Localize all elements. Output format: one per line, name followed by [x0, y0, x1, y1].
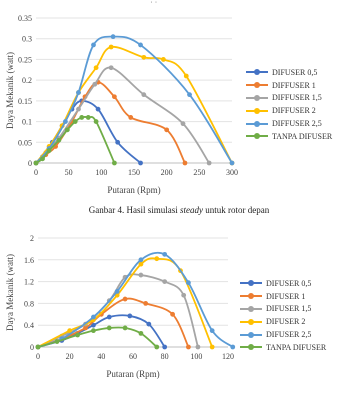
- chart-2-legend: [240, 277, 326, 354]
- chart-1-series-point-4: [141, 55, 146, 60]
- chart-2-legend-swatch-marker: [248, 332, 254, 338]
- chart-2-legend-swatch-marker: [248, 319, 254, 325]
- chart-1-legend-swatch-marker: [254, 82, 260, 88]
- chart-2-series-point-2: [186, 345, 191, 350]
- chart-2-legend-swatch: [240, 343, 262, 351]
- chart-1-ytick-label: 0.3: [22, 34, 32, 44]
- chart-2-series-point-1: [127, 314, 132, 319]
- chart-1-xtick-label: 300: [226, 168, 238, 177]
- chart-1-series-point-2: [112, 94, 117, 99]
- chart-1-series-point-6: [34, 161, 39, 166]
- chart-1-legend-label: DIFUSER 0,5: [272, 67, 318, 77]
- chart-1-series-point-3: [181, 121, 186, 126]
- chart-1-ytick-label: 0: [28, 159, 32, 168]
- chart-2-legend-label: DIFUSER 1: [266, 291, 306, 301]
- chart-2-series-point-3: [139, 273, 144, 278]
- chart-2-legend-item: [240, 341, 326, 354]
- chart-1-series-point-1: [138, 161, 143, 166]
- chart-2-ytick-label: 2: [30, 234, 34, 243]
- chart-2-series-point-5: [139, 257, 144, 262]
- chart-2-legend-swatch: [240, 318, 262, 326]
- chart-1-legend-label: DIFFUSER 1: [272, 80, 316, 90]
- chart-1-series-point-5: [230, 161, 235, 166]
- chart-2-ytick-label: 1.6: [24, 255, 34, 265]
- chart-2-series-point-6: [75, 333, 80, 338]
- chart-1-series-point-3: [92, 82, 97, 87]
- chart-2-xtick-label: 60: [129, 352, 137, 361]
- chart-1-series-point-2: [183, 161, 188, 166]
- chart-1-series-line-4: [36, 47, 232, 163]
- chart-2-xtick-label: 80: [160, 352, 169, 361]
- chart-1-series-point-5: [187, 92, 192, 97]
- chart-1-ytick-label: 0.25: [18, 55, 32, 65]
- chart-1-legend-swatch-marker: [254, 69, 260, 75]
- chart-1-ytick-label: 0.15: [18, 96, 32, 106]
- chart-2-legend-swatch: [240, 331, 262, 339]
- chart-2-y-axis-title: Daya Mekanik (watt): [5, 254, 15, 331]
- chart-1-legend-item: [246, 79, 332, 92]
- chart-2-series-point-6: [55, 339, 60, 344]
- chart-2-legend-label: DIFUSER 2: [266, 317, 306, 327]
- chart-1-series-point-3: [141, 92, 146, 97]
- chart-2-legend-item: [240, 315, 326, 328]
- chart-2-legend-swatch: [240, 279, 262, 287]
- chart-1-legend-item: [246, 92, 332, 105]
- chart-2-series-point-6: [123, 326, 128, 331]
- chart-1-series-point-4: [94, 65, 99, 70]
- chart-1-series-point-3: [207, 161, 212, 166]
- chart-1-series-point-3: [76, 107, 81, 112]
- chart-2-series-point-2: [143, 301, 148, 306]
- chart-2-series-point-3: [162, 279, 167, 284]
- chart-2-legend-item: [240, 303, 326, 316]
- chart-1-legend-swatch: [246, 81, 268, 89]
- chart-1-series-point-5: [76, 90, 81, 95]
- chart-2-legend-label: DIFUSER 0,5: [266, 278, 312, 288]
- chart-2-series-point-2: [123, 297, 128, 302]
- chart-1-series-point-2: [128, 115, 133, 120]
- caption-suffix: untuk rotor depan: [203, 205, 270, 215]
- chart-2-ytick-label: 0.4: [24, 321, 34, 331]
- chart-1-xtick-label: 250: [193, 168, 206, 177]
- chart-2-legend-swatch: [240, 305, 262, 313]
- chart-1-ytick-label: 0.05: [18, 138, 32, 148]
- caption-italic: steady: [180, 205, 203, 215]
- chart-2-legend-label: DIFUSER 1,5: [266, 304, 312, 314]
- chart-1-series-point-6: [47, 148, 52, 153]
- chart-2-series-point-4: [154, 256, 159, 261]
- chart-2-legend-item: [240, 328, 326, 341]
- chart-1-series-point-5: [138, 43, 143, 48]
- chart-2-xtick-label: 40: [97, 352, 106, 361]
- chart-1-xtick-label: 200: [160, 168, 173, 177]
- chart-1-legend-item: [246, 117, 332, 130]
- chart-2-series-point-6: [154, 345, 159, 350]
- chart-2-legend-item: [240, 290, 326, 303]
- chart-1-series-line-1: [36, 101, 141, 163]
- chart-2-series-point-5: [210, 328, 215, 333]
- chart-2-series-point-5: [115, 289, 120, 294]
- chart-1-series-line-5: [36, 37, 232, 163]
- chart-1-series-point-6: [65, 127, 70, 132]
- chart-1-series-point-4: [184, 74, 189, 79]
- chart-1-series-point-6: [73, 119, 78, 124]
- chart-1-xtick-label: 100: [95, 168, 108, 177]
- chart-2-xtick-label: 120: [222, 352, 234, 361]
- chart-2-legend-label: TANPA DIFUSER: [266, 342, 327, 352]
- chart-2-xtick-label: 0: [36, 352, 40, 361]
- chart-2-x-axis-title: Putaran (Rpm): [106, 369, 160, 379]
- caption-prefix: Ganbar 4. Hasil simulasi: [88, 205, 180, 215]
- chart-1-series-point-4: [109, 45, 114, 50]
- chart-2-series-point-3: [196, 345, 201, 350]
- chart-1-series-point-5: [91, 43, 96, 48]
- chart-1-series-point-1: [96, 107, 101, 112]
- chart-2-series-point-1: [146, 322, 151, 327]
- chart-1-series-point-5: [111, 34, 116, 39]
- chart-2-series-point-5: [162, 252, 167, 257]
- chart-1-series-point-1: [115, 140, 120, 145]
- chart-1-legend-swatch: [246, 107, 268, 115]
- chart-2-xtick-label: 20: [65, 352, 74, 361]
- chart-1-series-point-6: [79, 115, 84, 120]
- chart-2-series-point-5: [230, 345, 235, 350]
- chart-1-legend-item: [246, 130, 332, 143]
- chart-1-legend-item: [246, 104, 332, 117]
- chart-1-series-line-2: [36, 82, 185, 163]
- top-fragment: ˙ ˙: [150, 0, 158, 9]
- chart-1-series-point-6: [112, 161, 117, 166]
- chart-1-series-point-6: [86, 115, 91, 120]
- chart-2-xtick-label: 100: [190, 352, 203, 361]
- chart-2-series-point-5: [91, 315, 96, 320]
- chart-2-legend-swatch: [240, 292, 262, 300]
- chart-2-series-point-4: [210, 345, 215, 350]
- chart-1-legend-swatch-marker: [254, 95, 260, 101]
- chart-1-series-point-3: [109, 65, 114, 70]
- chart-1-ytick-label: 0.1: [22, 117, 32, 127]
- chart-1-xtick-label: 150: [128, 168, 140, 177]
- chart-2-series-point-6: [107, 326, 112, 331]
- chart-1-legend-swatch-marker: [254, 121, 260, 127]
- chart-1-ytick-label: 0.35: [18, 14, 32, 23]
- chart-1-series-point-2: [164, 127, 169, 132]
- chart-2-series-point-6: [139, 331, 144, 336]
- chart-2-legend-swatch-marker: [248, 293, 254, 299]
- chart-2-ytick-label: 1.2: [24, 277, 34, 287]
- chart-2-legend-swatch-marker: [248, 344, 254, 350]
- chart-2-legend-swatch-marker: [248, 280, 254, 286]
- chart-1-legend-label: DIFFUSER 2,5: [272, 119, 322, 129]
- chart-2-series-point-1: [162, 345, 167, 350]
- chart-2-legend-swatch-marker: [248, 306, 254, 312]
- chart-1-y-axis-title: Daya Mekanik (watt): [5, 52, 15, 129]
- chart-2-series-point-5: [186, 280, 191, 285]
- chart-1-legend-swatch: [246, 94, 268, 102]
- chart-1-legend-swatch-marker: [254, 133, 260, 139]
- chart-1-legend-label: DIFFUSER 1,5: [272, 93, 322, 103]
- chart-1-series-point-4: [161, 57, 166, 62]
- chart-2-legend-label: DIFUSER 2,5: [266, 330, 312, 340]
- chart-1-x-axis-title: Putaran (Rpm): [107, 185, 161, 195]
- chart-2-legend-item: [240, 277, 326, 290]
- chart-2-series-point-6: [36, 345, 41, 350]
- chart-2-series-point-3: [181, 293, 186, 298]
- chart-2-series-point-1: [107, 315, 112, 320]
- chart-2-ytick-label: 0: [30, 343, 34, 352]
- chart-1-series-point-6: [94, 119, 99, 124]
- chart-1-xtick-label: 0: [34, 168, 38, 177]
- chart-1-legend-item: [246, 66, 332, 79]
- figure-caption: [0, 205, 358, 215]
- chart-1-series-point-6: [56, 138, 61, 143]
- chart-1-legend-label: DIFFUSER 2: [272, 106, 316, 116]
- chart-1-legend: [246, 66, 332, 143]
- chart-1-series-point-5: [63, 119, 68, 124]
- chart-1-legend-swatch-marker: [254, 108, 260, 114]
- chart-2-series-point-2: [170, 312, 175, 317]
- chart-1-series-point-6: [40, 156, 45, 161]
- chart-1-legend-label: TANPA DIFUSER: [272, 131, 333, 141]
- chart-1-legend-swatch: [246, 132, 268, 140]
- chart-1-xtick-label: 50: [64, 168, 73, 177]
- chart-2-series-point-6: [91, 328, 96, 333]
- chart-1-legend-swatch: [246, 68, 268, 76]
- chart-1-legend-swatch: [246, 120, 268, 128]
- chart-1-ytick-label: 0.2: [22, 76, 32, 86]
- chart-2-ytick-label: 0.8: [24, 299, 34, 309]
